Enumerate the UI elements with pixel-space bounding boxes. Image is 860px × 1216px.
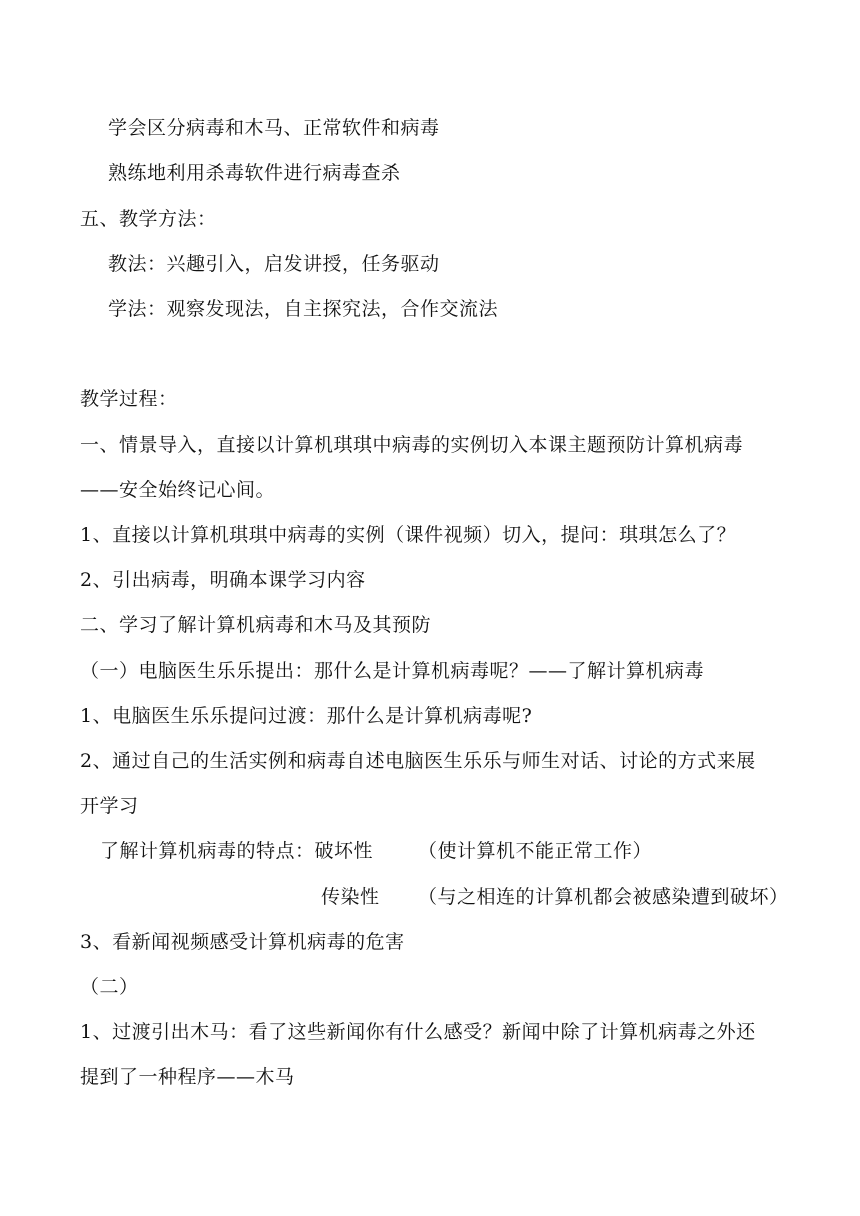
section-heading-process: 教学过程：	[80, 388, 178, 410]
subsection-one-item-1: 1、电脑医生乐乐提问过渡：那什么是计算机病毒呢?	[80, 705, 533, 727]
objective-line-antivirus: 熟练地利用杀毒软件进行病毒查杀	[108, 162, 401, 184]
subsection-two-item-1: 1、过渡引出木马：看了这些新闻你有什么感受？新闻中除了计算机病毒之外还	[80, 1021, 756, 1043]
virus-feature-destructive: 了解计算机病毒的特点：破坏性	[100, 840, 374, 862]
subsection-one-heading: （一）电脑医生乐乐提出：那什么是计算机病毒呢？——了解计算机病毒	[80, 660, 705, 682]
learning-method-line: 学法：观察发现法，自主探究法，合作交流法	[108, 298, 499, 320]
virus-feature-infectious-note: （与之相连的计算机都会被感染遭到破坏）	[418, 886, 789, 908]
subsection-one-item-3: 3、看新闻视频感受计算机病毒的危害	[80, 931, 405, 953]
teaching-method-line: 教法：兴趣引入，启发讲授，任务驱动	[108, 253, 440, 275]
process-step-one-heading: 一、情景导入，直接以计算机琪琪中病毒的实例切入本课主题预防计算机病毒	[80, 434, 744, 456]
subsection-one-item-2: 2、通过自己的生活实例和病毒自述电脑医生乐乐与师生对话、讨论的方式来展	[80, 750, 756, 772]
process-item-2: 2、引出病毒，明确本课学习内容	[80, 569, 366, 591]
virus-feature-destructive-note: （使计算机不能正常工作）	[418, 840, 653, 862]
process-step-one-heading-cont: ——安全始终记心间。	[80, 479, 276, 501]
virus-feature-infectious: 传染性	[321, 886, 380, 908]
subsection-two-heading: （二）	[80, 976, 139, 998]
process-step-two-heading: 二、学习了解计算机病毒和木马及其预防	[80, 614, 432, 636]
subsection-two-item-1-cont: 提到了一种程序——木马	[80, 1066, 295, 1088]
process-item-1: 1、直接以计算机琪琪中病毒的实例（课件视频）切入，提问：琪琪怎么了？	[80, 524, 737, 546]
section-heading-methods: 五、教学方法：	[80, 208, 217, 230]
objective-line-distinguish: 学会区分病毒和木马、正常软件和病毒	[108, 117, 440, 139]
subsection-one-item-2-cont: 开学习	[80, 795, 139, 817]
